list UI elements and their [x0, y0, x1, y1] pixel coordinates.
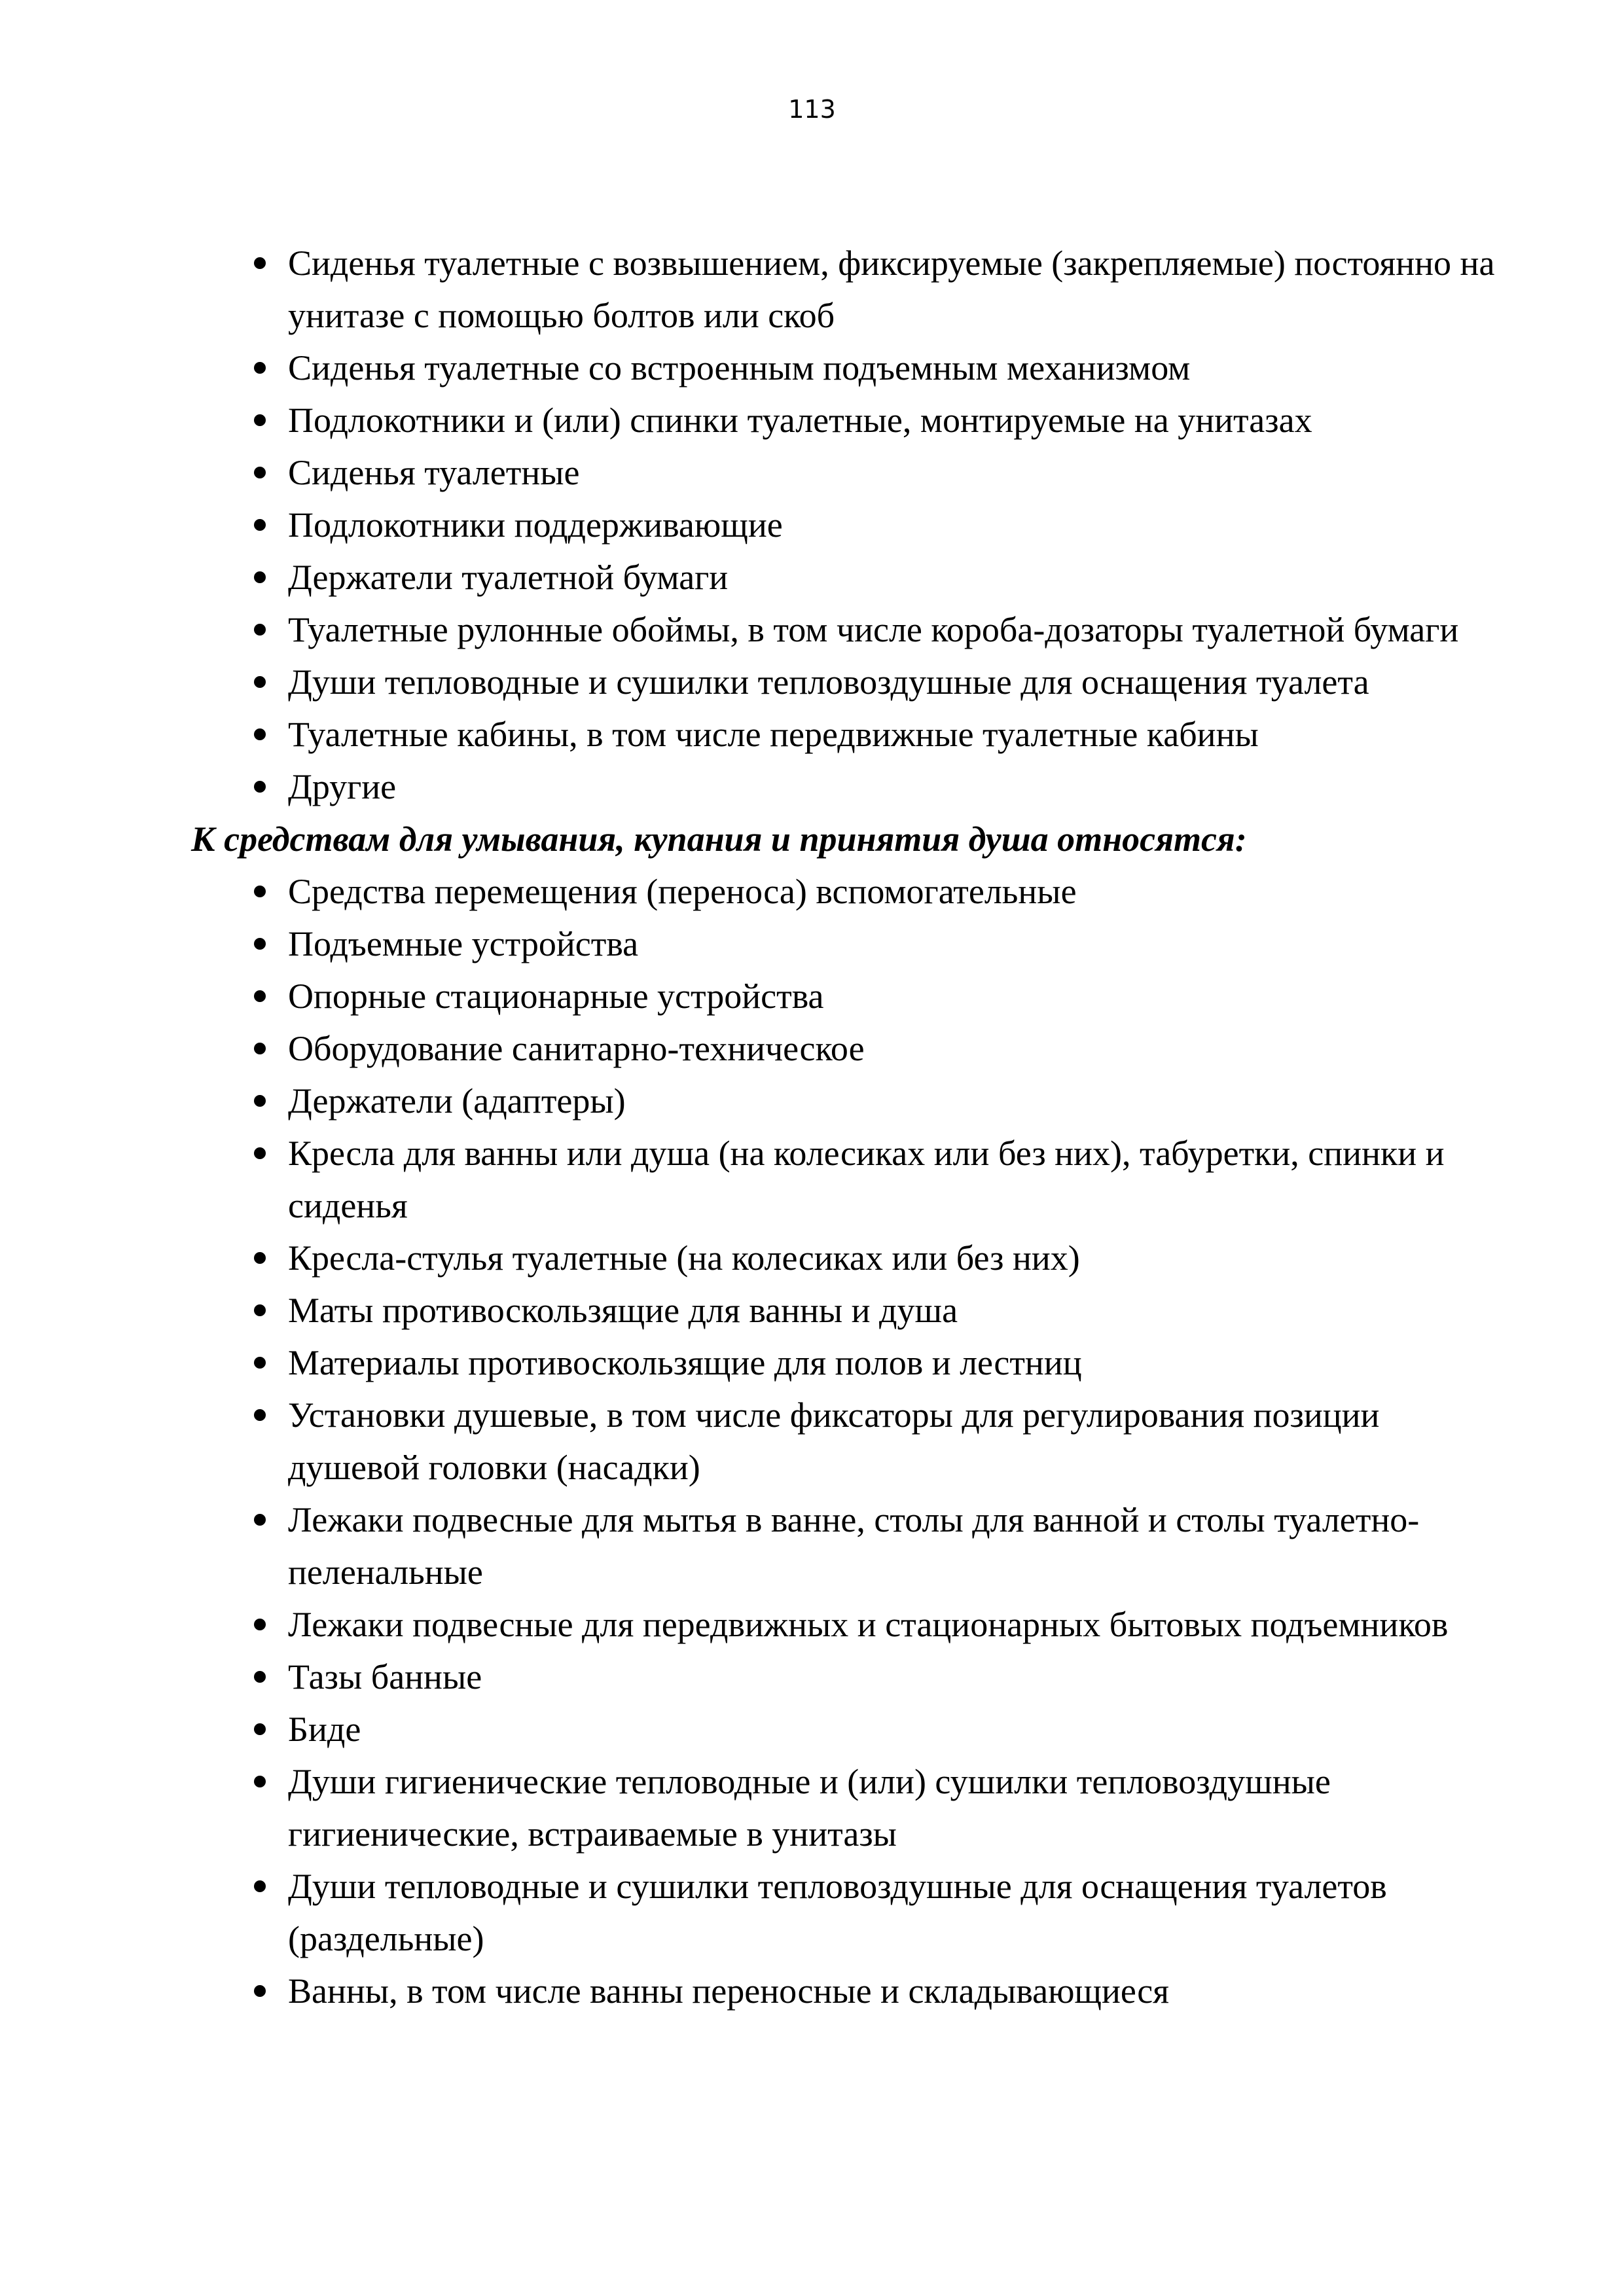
list-item: Маты противоскользящие для ванны и душа	[191, 1284, 1507, 1336]
list-item: Кресла для ванны или душа (на колесиках или без них), табуретки, спинки и сиденья	[191, 1127, 1507, 1232]
toilet-aids-list	[191, 237, 1507, 813]
list-item: Установки душевые, в том числе фиксаторы для регулирования позиции душевой головки (насадки)	[191, 1389, 1507, 1494]
list-item: Подъемные устройства	[191, 918, 1507, 970]
list-item: Сиденья туалетные со встроенным подъемным механизмом	[191, 342, 1507, 394]
list-item: Подлокотники и (или) спинки туалетные, монтируемые на унитазах	[191, 394, 1507, 446]
list-item: Опорные стационарные устройства	[191, 970, 1507, 1022]
page-number: 113	[788, 95, 836, 124]
list-item: Туалетные рулонные обоймы, в том числе короба-дозаторы туалетной бумаги	[191, 603, 1507, 656]
list-item: Души тепловодные и сушилки тепловоздушные для оснащения туалетов (раздельные)	[191, 1860, 1507, 1965]
list-item: Ванны, в том числе ванны переносные и складывающиеся	[191, 1965, 1507, 2017]
list-item: Оборудование санитарно-техническое	[191, 1022, 1507, 1075]
list-item: Материалы противоскользящие для полов и лестниц	[191, 1336, 1507, 1389]
list-item: Держатели (адаптеры)	[191, 1075, 1507, 1127]
list-item: Средства перемещения (переноса) вспомогательные	[191, 865, 1507, 918]
list-item: Души гигиенические тепловодные и (или) сушилки тепловоздушные гигиенические, встраиваемые в унитазы	[191, 1755, 1507, 1860]
list-item: Сиденья туалетные с возвышением, фиксируемые (закрепляемые) постоянно на унитазе с помощью болтов или скоб	[191, 237, 1507, 342]
list-item: Лежаки подвесные для мытья в ванне, столы для ванной и столы туалетно-пеленальные	[191, 1494, 1507, 1598]
list-item: Подлокотники поддерживающие	[191, 499, 1507, 551]
list-item: Тазы банные	[191, 1651, 1507, 1703]
list-item: Души тепловодные и сушилки тепловоздушные для оснащения туалета	[191, 656, 1507, 708]
list-item: Туалетные кабины, в том числе передвижные туалетные кабины	[191, 708, 1507, 761]
section-heading: К средствам для умывания, купания и принятия душа относятся:	[191, 819, 1247, 859]
list-item: Кресла-стулья туалетные (на колесиках или без них)	[191, 1232, 1507, 1284]
list-item: Биде	[191, 1703, 1507, 1755]
list-item: Лежаки подвесные для передвижных и стационарных бытовых подъемников	[191, 1598, 1507, 1651]
list-item: Другие	[191, 761, 1507, 813]
list-item: Сиденья туалетные	[191, 446, 1507, 499]
bathing-aids-list	[191, 865, 1507, 2017]
page-content	[191, 237, 1507, 2017]
list-item: Держатели туалетной бумаги	[191, 551, 1507, 603]
